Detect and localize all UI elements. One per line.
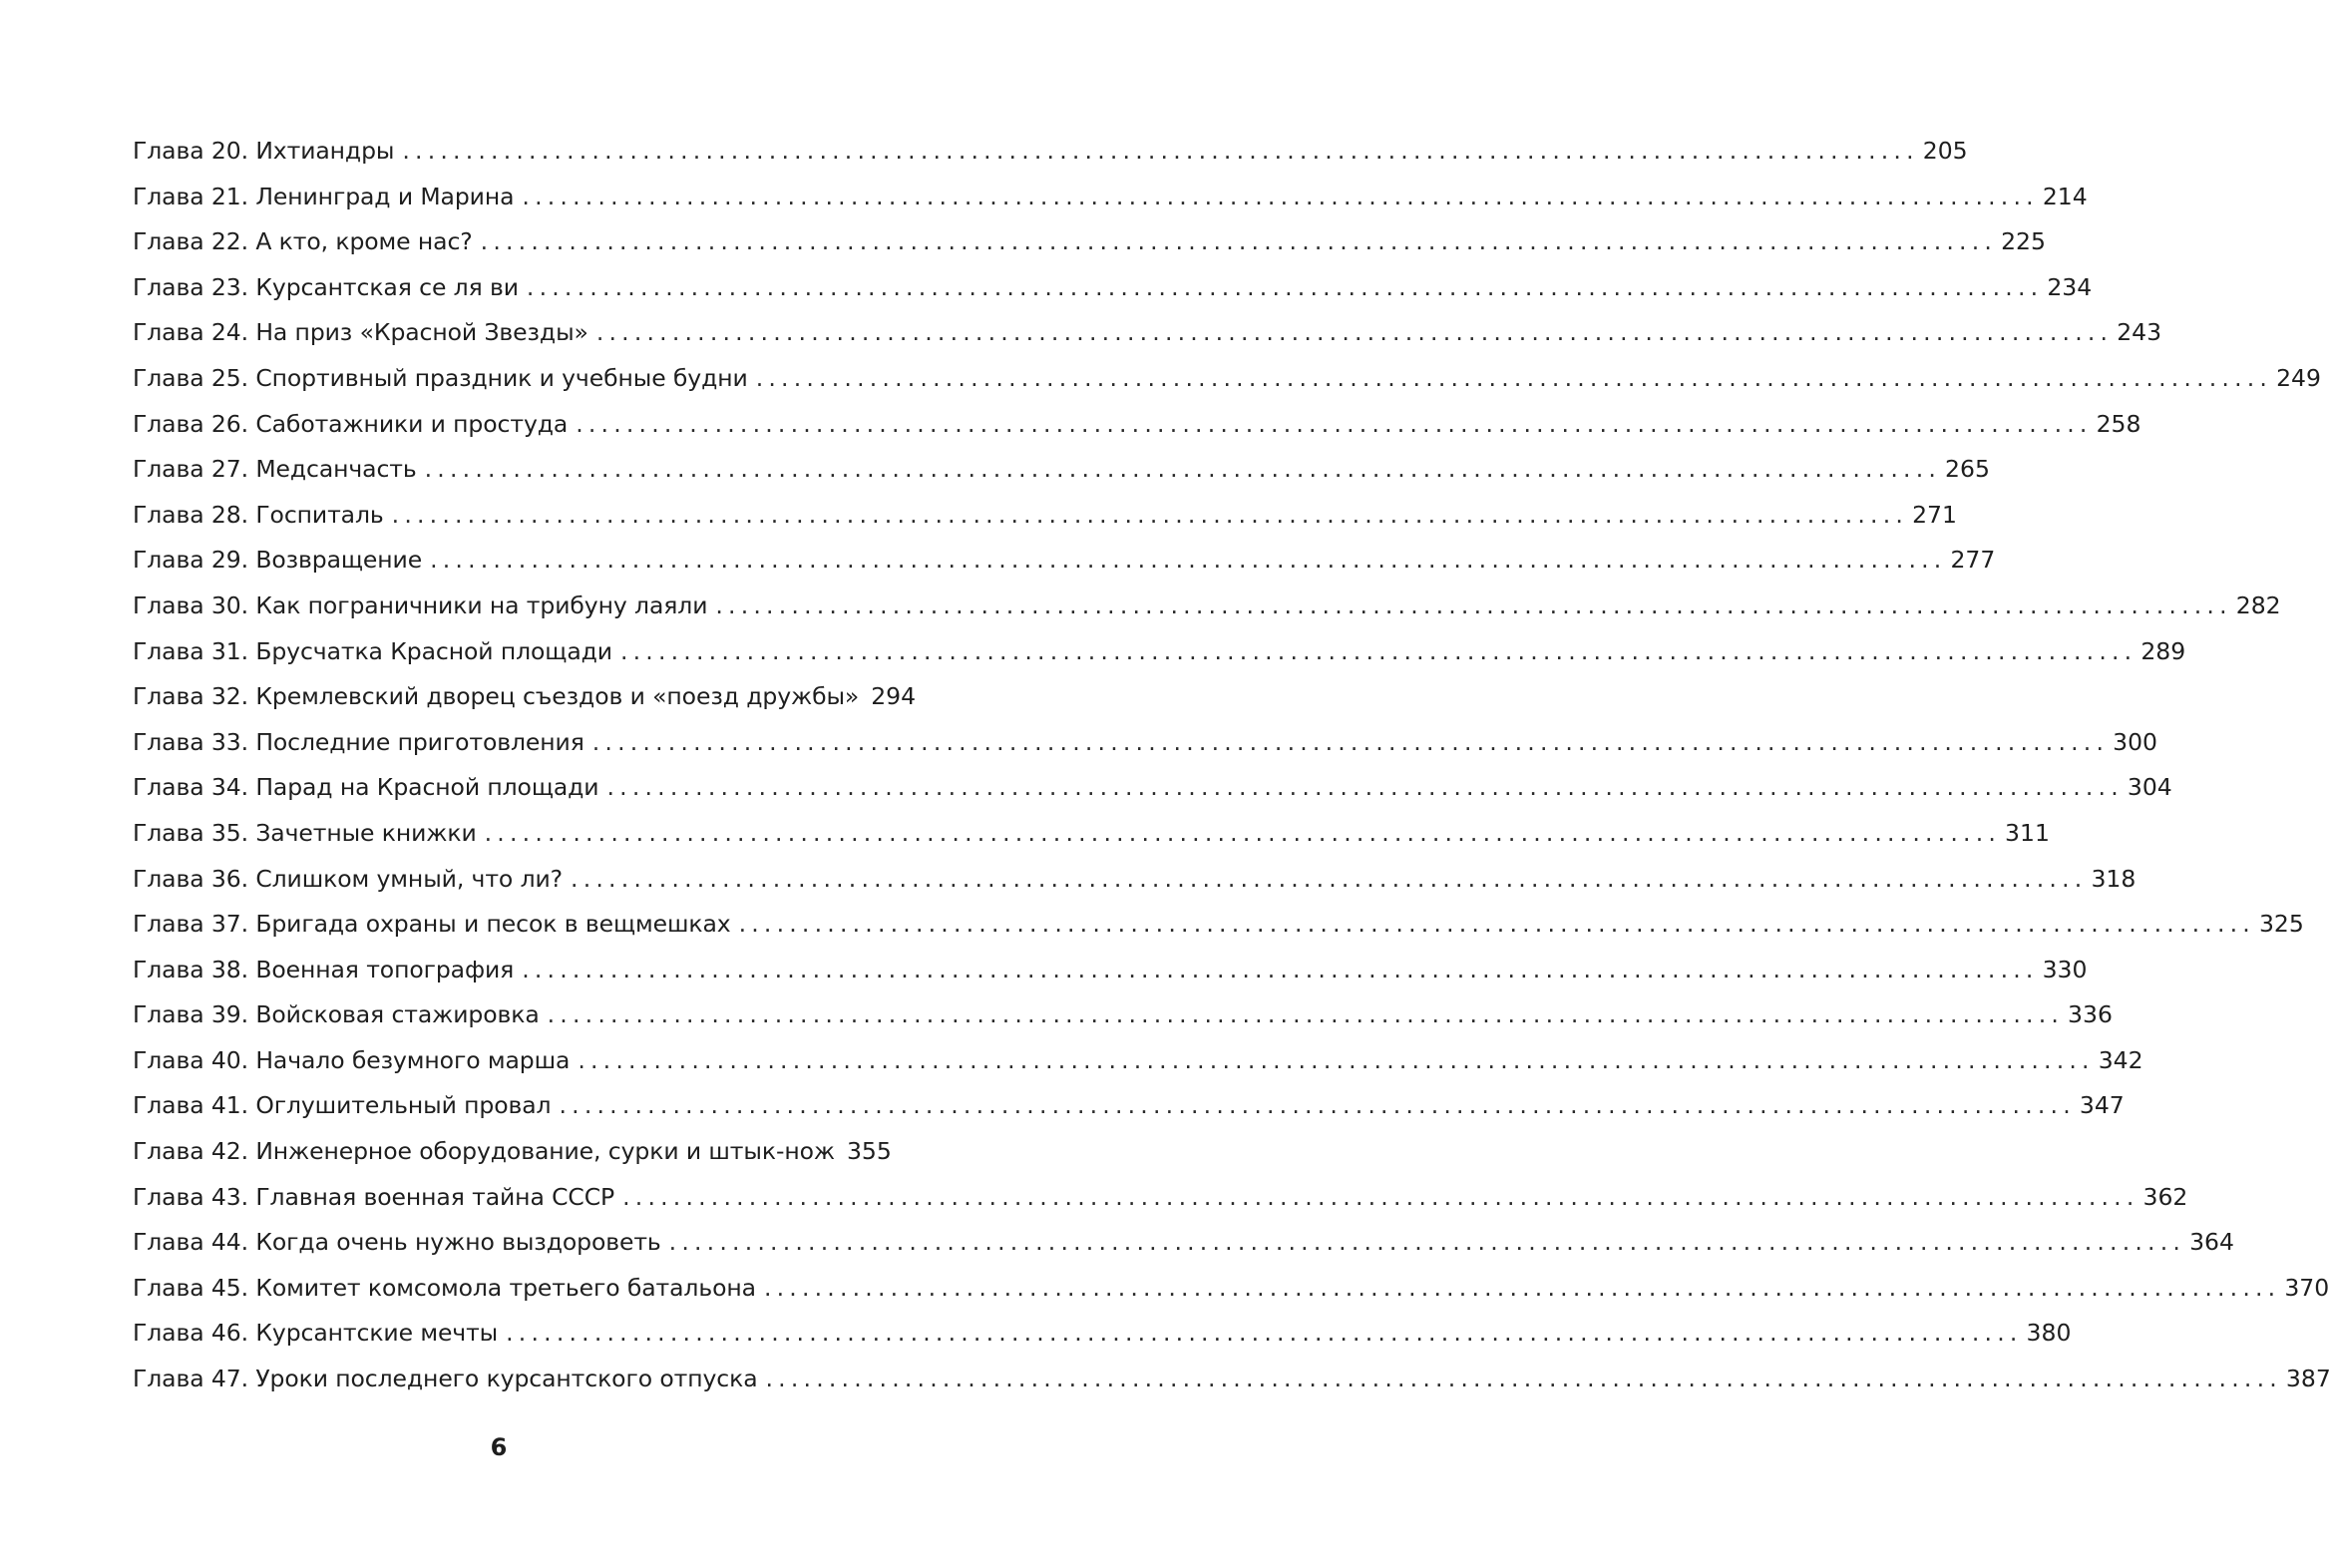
leader-dots: ........................................................................................................................ [591, 727, 2110, 756]
toc-entry [133, 584, 2281, 629]
chapter-title: Глава 40. Начало безумного марша [133, 1045, 571, 1074]
toc-entry [133, 538, 1996, 584]
leader-dots: ........................................................................................................................ [595, 318, 2114, 347]
leader-dots: ........................................................................................................................ [606, 773, 2124, 802]
leader-dots: ........................................................................................................................ [738, 910, 2255, 939]
toc-entry [133, 992, 2113, 1038]
chapter-title: Глава 22. А кто, кроме нас? [133, 227, 473, 256]
toc-entry [133, 629, 2186, 675]
chapter-title: Глава 45. Комитет комсомола третьего батальона [133, 1273, 756, 1302]
toc-entry [133, 720, 2157, 766]
chapter-page: 258 [2096, 409, 2141, 438]
chapter-page: 214 [2042, 182, 2088, 210]
chapter-title: Глава 25. Спортивный праздник и учебные будни [133, 363, 748, 392]
chapter-title: Глава 44. Когда очень нужно выздороветь [133, 1228, 661, 1257]
chapter-page: 265 [1945, 455, 1990, 484]
chapter-page: 347 [2079, 1091, 2125, 1120]
chapter-title: Глава 20. Ихтиандры [133, 137, 395, 165]
leader-dots: ........................................................................................................................ [484, 818, 2002, 847]
chapter-title: Глава 41. Оглушительный провал [133, 1091, 552, 1120]
chapter-title: Глава 31. Брусчатка Красной площади [133, 636, 612, 665]
chapter-title: Глава 42. Инженерное оборудование, сурки и штык-нож [133, 1137, 835, 1166]
leader-dots: ........................................................................................................................ [576, 409, 2093, 438]
chapter-page: 243 [2117, 318, 2162, 347]
chapter-title: Глава 27. Медсанчасть [133, 455, 417, 484]
chapter-title: Глава 47. Уроки последнего курсантского отпуска [133, 1365, 758, 1393]
chapter-title: Глава 36. Слишком умный, что ли? [133, 864, 564, 893]
chapter-title: Глава 26. Саботажники и простуда [133, 409, 569, 438]
chapter-page: 336 [2068, 1000, 2113, 1029]
chapter-page: 304 [2127, 773, 2172, 802]
leader-dots: ........................................................................................................................ [402, 137, 1919, 165]
leader-dots: ........................................................................................................................ [391, 500, 1909, 529]
toc-entry [133, 447, 1990, 493]
chapter-title: Глава 30. Как пограничники на трибуну лаяли [133, 590, 708, 619]
chapter-page: 205 [1922, 137, 1968, 165]
leader-dots: ........................................................................................................................ [571, 864, 2088, 893]
toc-entry [133, 310, 2162, 356]
table-of-contents [133, 129, 2331, 1402]
leader-dots: ........................................................................................................................ [522, 955, 2039, 983]
chapter-page: 380 [2026, 1319, 2072, 1348]
chapter-title: Глава 24. На приз «Красной Звезды» [133, 318, 588, 347]
leader-dots: ........................................................................................................................ [622, 1182, 2139, 1211]
chapter-page: 342 [2098, 1045, 2143, 1074]
toc-entry [133, 674, 917, 720]
toc-entry [133, 1175, 2188, 1221]
toc-entry [133, 356, 2321, 402]
chapter-page: 364 [2189, 1228, 2234, 1257]
toc-entry [133, 129, 1968, 175]
toc-entry [133, 1083, 2125, 1129]
chapter-title: Глава 35. Зачетные книжки [133, 818, 477, 847]
page-number: 6 [490, 1433, 508, 1461]
chapter-page: 362 [2142, 1182, 2188, 1211]
toc-entry [133, 402, 2141, 448]
chapter-title: Глава 46. Курсантские мечты [133, 1319, 499, 1348]
toc-entry [133, 811, 2050, 857]
chapter-page: 318 [2091, 864, 2137, 893]
chapter-page: 370 [2284, 1273, 2330, 1302]
chapter-title: Глава 33. Последние приготовления [133, 727, 584, 756]
leader-dots: ........................................................................................................................ [765, 1365, 2282, 1393]
leader-dots: ........................................................................................................................ [526, 272, 2044, 301]
chapter-page: 294 [871, 682, 917, 711]
chapter-page: 330 [2042, 955, 2088, 983]
chapter-page: 300 [2113, 727, 2157, 756]
toc-entry [133, 902, 2304, 948]
chapter-page: 271 [1912, 500, 1957, 529]
chapter-title: Глава 29. Возвращение [133, 546, 423, 575]
toc-entry [133, 765, 2172, 811]
chapter-title: Глава 23. Курсантская се ля ви [133, 272, 519, 301]
leader-dots: ........................................................................................................................ [480, 227, 1998, 256]
chapter-title: Глава 38. Военная топография [133, 955, 515, 983]
toc-entry [133, 1311, 2072, 1357]
chapter-title: Глава 28. Госпиталь [133, 500, 384, 529]
chapter-page: 311 [2005, 818, 2050, 847]
toc-entry [133, 265, 2093, 311]
toc-entry [133, 1357, 2331, 1402]
leader-dots: ........................................................................................................................ [755, 363, 2273, 392]
leader-dots: ........................................................................................................................ [559, 1091, 2076, 1120]
chapter-title: Глава 34. Парад на Красной площади [133, 773, 599, 802]
chapter-title: Глава 32. Кремлевский дворец съездов и «поезд дружбы» [133, 682, 860, 711]
leader-dots: ........................................................................................................................ [522, 182, 2039, 210]
chapter-page: 325 [2258, 910, 2304, 939]
chapter-page: 277 [1950, 546, 1996, 575]
chapter-title: Глава 43. Главная военная тайна СССР [133, 1182, 615, 1211]
chapter-page: 289 [2140, 636, 2186, 665]
chapter-page: 234 [2047, 272, 2093, 301]
chapter-title: Глава 39. Войсковая стажировка [133, 1000, 540, 1029]
chapter-page: 387 [2285, 1365, 2331, 1393]
chapter-title: Глава 21. Ленинград и Марина [133, 182, 515, 210]
chapter-page: 355 [846, 1137, 892, 1166]
toc-entry [133, 219, 2046, 265]
toc-entry [133, 1266, 2330, 1312]
toc-entry [133, 1038, 2143, 1084]
leader-dots: ........................................................................................................................ [619, 636, 2137, 665]
leader-dots: ........................................................................................................................ [547, 1000, 2065, 1029]
leader-dots: ........................................................................................................................ [506, 1319, 2023, 1348]
chapter-page: 282 [2235, 590, 2281, 619]
toc-entry [133, 175, 2088, 220]
chapter-title: Глава 37. Бригада охраны и песок в вещмешках [133, 910, 731, 939]
toc-entry [133, 1129, 892, 1175]
leader-dots: ........................................................................................................................ [715, 590, 2232, 619]
toc-entry [133, 493, 1957, 539]
toc-entry [133, 1220, 2234, 1266]
chapter-page: 249 [2276, 363, 2321, 392]
leader-dots: ........................................................................................................................ [430, 546, 1947, 575]
toc-entry [133, 948, 2088, 993]
leader-dots: ........................................................................................................................ [763, 1273, 2281, 1302]
leader-dots: ........................................................................................................................ [424, 455, 1942, 484]
leader-dots: ........................................................................................................................ [578, 1045, 2095, 1074]
toc-entry [133, 857, 2137, 903]
leader-dots: ........................................................................................................................ [668, 1228, 2186, 1257]
chapter-page: 225 [2001, 227, 2046, 256]
